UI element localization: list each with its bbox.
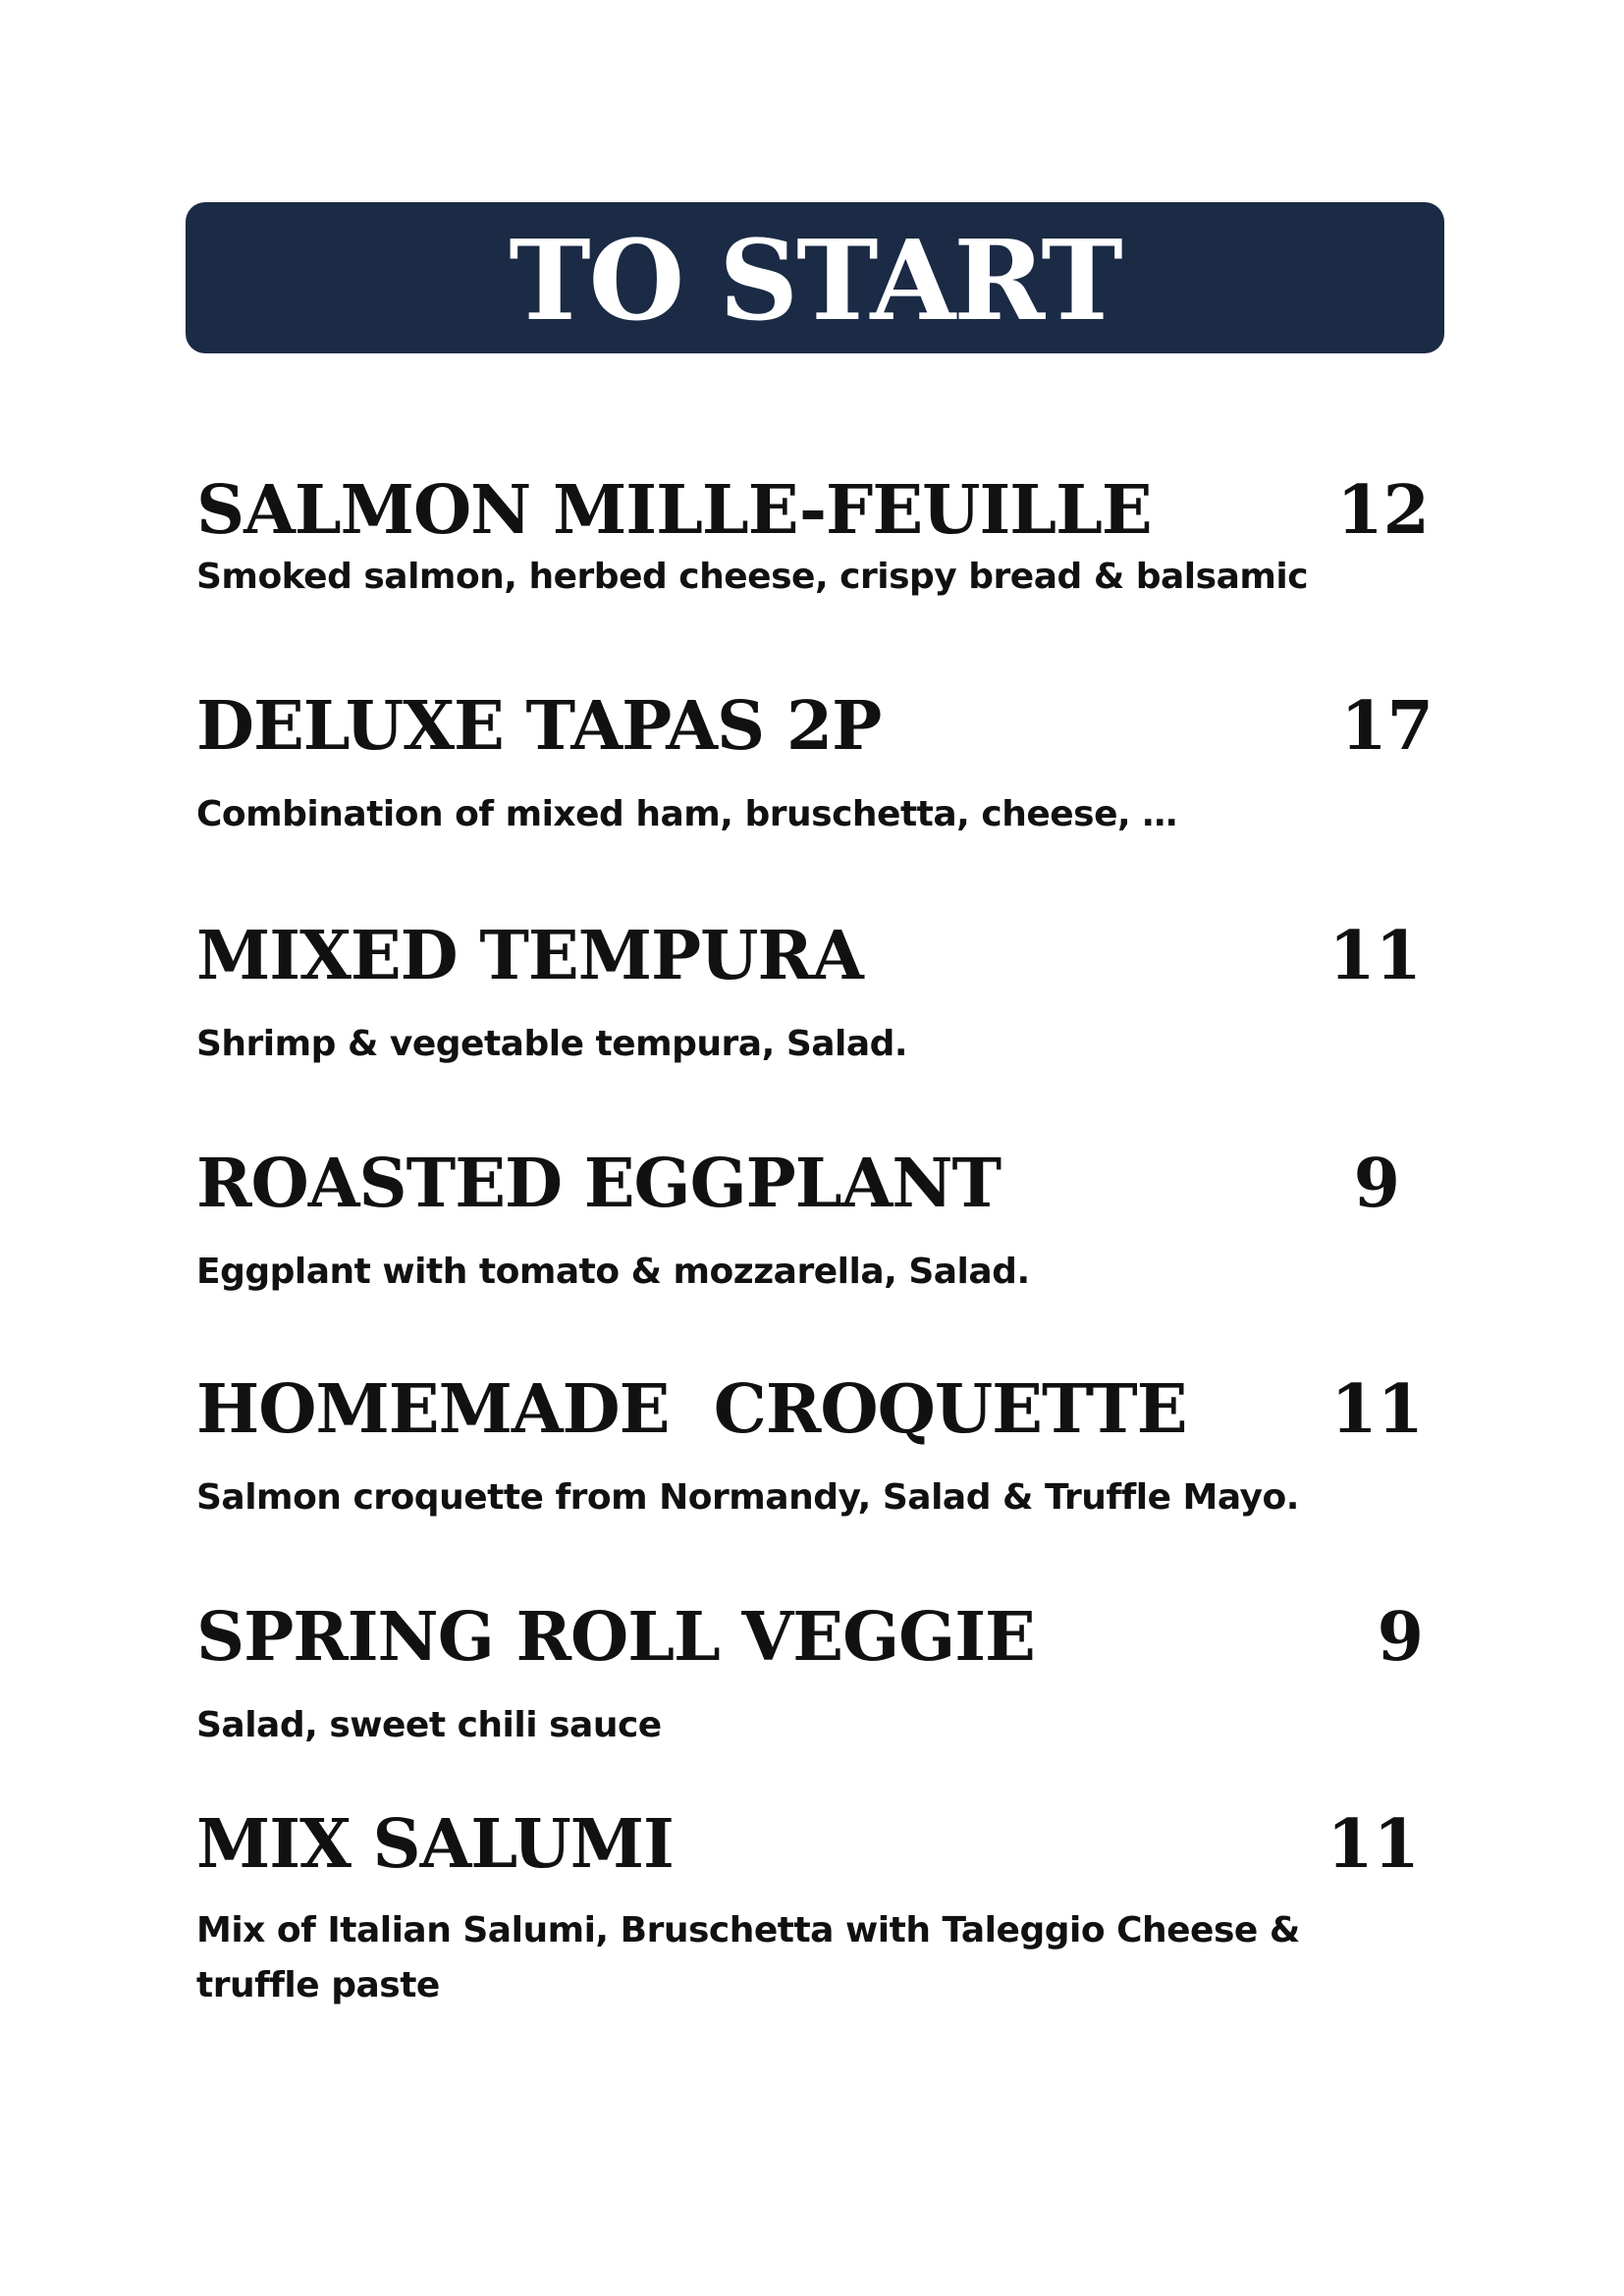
- menu-item: [196, 687, 1434, 850]
- menu-item-description: Salad, sweet chili sauce: [196, 1705, 662, 1745]
- menu-item-name: DELUXE TAPAS 2P: [196, 687, 882, 766]
- menu-item-description: Eggplant with tomato & mozzarella, Salad.: [196, 1252, 1030, 1292]
- menu-item-name: MIX SALUMI: [196, 1805, 674, 1884]
- menu-item-description: Salmon croquette from Normandy, Salad & Truffle Mayo.: [196, 1477, 1299, 1518]
- menu-item-name: ROASTED EGGPLANT: [196, 1145, 1001, 1223]
- menu-item-price: 12: [1336, 471, 1430, 550]
- menu-item-description: Smoked salmon, herbed cheese, crispy bread & balsamic: [196, 557, 1309, 597]
- menu-item-name: HOMEMADE CROQUETTE: [196, 1370, 1187, 1449]
- menu-item-name: SALMON MILLE-FEUILLE: [196, 471, 1152, 550]
- menu-item: [196, 1370, 1434, 1533]
- menu-item: [196, 471, 1434, 614]
- menu-item-name: SPRING ROLL VEGGIE: [196, 1598, 1035, 1677]
- menu-item: [196, 917, 1434, 1080]
- menu-item-price: 9: [1353, 1145, 1400, 1223]
- menu-item-price: 11: [1328, 917, 1422, 995]
- section-banner: [186, 202, 1444, 353]
- menu-item-price: 9: [1377, 1598, 1424, 1677]
- section-title: TO START: [509, 217, 1121, 346]
- menu-item-price: 11: [1330, 1370, 1424, 1449]
- menu-item-price: 11: [1326, 1805, 1420, 1884]
- menu-item-name: MIXED TEMPURA: [196, 917, 863, 995]
- menu-item-price: 17: [1340, 687, 1434, 766]
- menu-item-description: Mix of Italian Salumi, Bruschetta with Taleggio Cheese & truffle paste: [196, 1910, 1300, 2005]
- menu-item: [196, 1598, 1434, 1761]
- menu-item: [196, 1145, 1434, 1308]
- menu-item-description: Shrimp & vegetable tempura, Salad.: [196, 1024, 908, 1064]
- menu-item-description: Combination of mixed ham, bruschetta, cheese, …: [196, 794, 1177, 834]
- menu-item: [196, 1805, 1434, 2027]
